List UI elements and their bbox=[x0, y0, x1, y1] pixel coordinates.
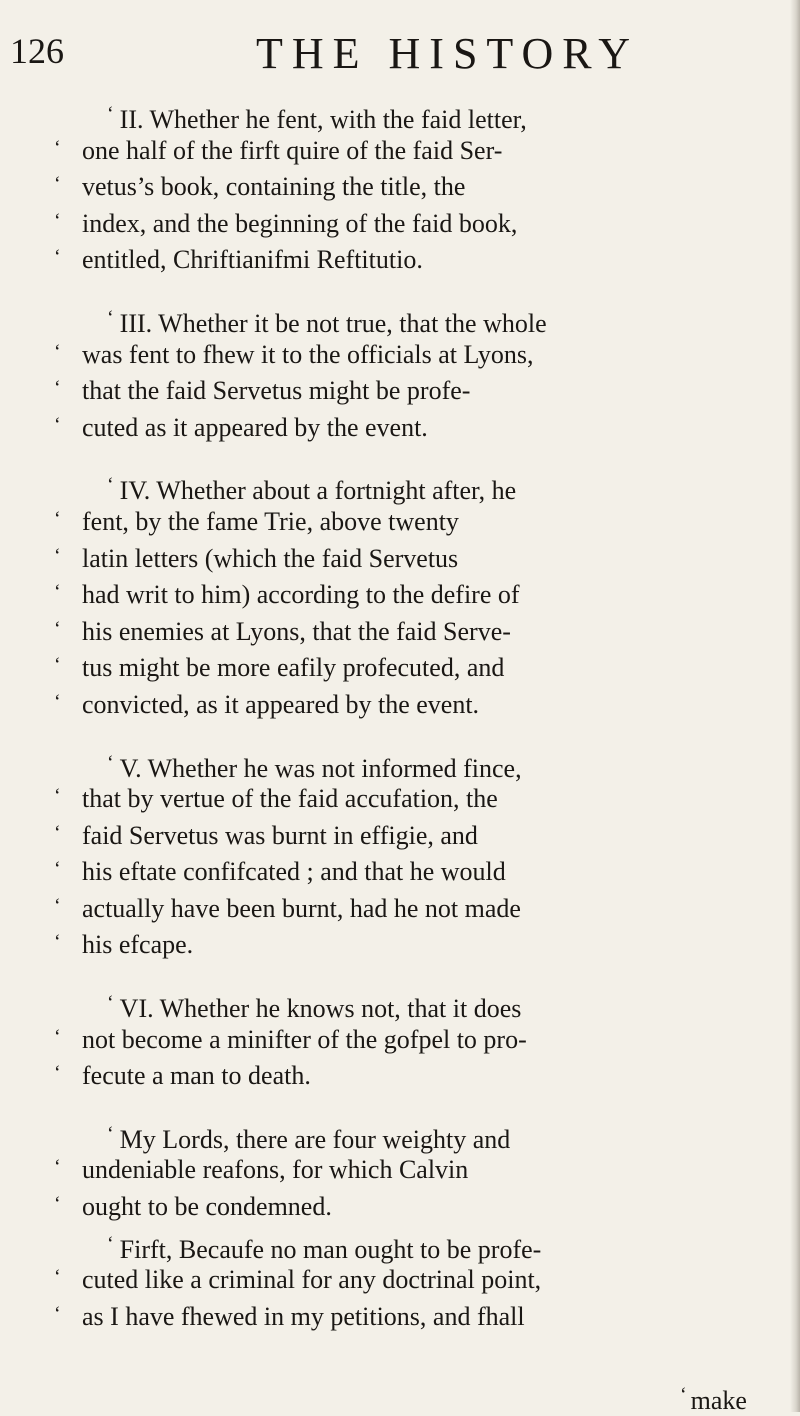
quote-mark: ‘ bbox=[54, 690, 61, 713]
quote-mark: ‘ bbox=[54, 821, 61, 844]
quote-mark: ‘ bbox=[107, 306, 114, 329]
line-text: that by vertue of the faid accufation, the bbox=[82, 784, 498, 814]
text-line bbox=[54, 242, 784, 279]
line-text: III. Whether it be not true, that the whole bbox=[119, 308, 547, 338]
quote-mark: ‘ bbox=[54, 377, 61, 400]
line-text: his efcape. bbox=[82, 930, 194, 960]
line-text: was fent to fhew it to the officials at Lyons, bbox=[82, 339, 534, 369]
quote-mark: ‘ bbox=[107, 1232, 114, 1255]
text-line bbox=[54, 1022, 784, 1059]
quote-mark: ‘ bbox=[54, 894, 61, 917]
line-text: Firft, Becaufe no man ought to be profe- bbox=[119, 1234, 542, 1264]
text-line bbox=[54, 133, 784, 170]
quote-mark: ‘ bbox=[54, 1156, 61, 1179]
quote-mark: ‘ bbox=[54, 1302, 61, 1325]
quote-mark: ‘ bbox=[54, 1193, 61, 1216]
quote-mark: ‘ bbox=[54, 1266, 61, 1289]
text-line bbox=[54, 169, 784, 206]
quote-mark: ‘ bbox=[54, 136, 61, 159]
line-text: cuted like a criminal for any doctrinal point, bbox=[82, 1265, 542, 1295]
text-line bbox=[54, 1058, 784, 1095]
article-vi bbox=[54, 985, 784, 1095]
text-line bbox=[54, 1262, 784, 1299]
line-text: VI. Whether he knows not, that it does bbox=[119, 994, 522, 1024]
text-line bbox=[54, 985, 784, 1022]
line-text: had writ to him) according to the defire of bbox=[82, 580, 520, 610]
line-text: V. Whether he was not informed fince, bbox=[119, 753, 522, 783]
text-line bbox=[54, 650, 784, 687]
text-line bbox=[54, 1116, 784, 1153]
text-line bbox=[54, 818, 784, 855]
text-line bbox=[54, 687, 784, 724]
quote-mark: ‘ bbox=[54, 544, 61, 567]
quote-mark: ‘ bbox=[54, 1062, 61, 1085]
line-text: My Lords, there are four weighty and bbox=[119, 1124, 511, 1154]
text-line bbox=[54, 300, 784, 337]
line-text: tus might be more eafily profecuted, and bbox=[82, 653, 505, 683]
text-line bbox=[54, 1189, 784, 1226]
quote-mark: ‘ bbox=[54, 507, 61, 530]
article-iii bbox=[54, 300, 784, 446]
text-line bbox=[54, 577, 784, 614]
line-text: cuted as it appeared by the event. bbox=[82, 412, 428, 442]
text-line bbox=[54, 1299, 784, 1336]
quote-mark: ‘ bbox=[107, 474, 114, 497]
line-text: latin letters (which the faid Servetus bbox=[82, 543, 459, 573]
text-line bbox=[54, 854, 784, 891]
line-text: entitled, Chriftianifmi Reftitutio. bbox=[82, 245, 423, 275]
text-line bbox=[54, 337, 784, 374]
line-text: index, and the beginning of the faid book, bbox=[82, 208, 518, 238]
quote-mark: ‘ bbox=[54, 931, 61, 954]
running-head: THE HISTORY bbox=[256, 29, 639, 78]
text-line bbox=[54, 96, 784, 133]
quote-mark: ‘ bbox=[107, 1122, 114, 1145]
text-line bbox=[54, 781, 784, 818]
line-text: his enemies at Lyons, that the faid Serve- bbox=[82, 616, 511, 646]
text-line bbox=[54, 410, 784, 447]
line-text: fecute a man to death. bbox=[82, 1061, 311, 1091]
text-line bbox=[54, 206, 784, 243]
quote-mark: ‘ bbox=[107, 992, 114, 1015]
body-text bbox=[54, 96, 784, 1356]
article-iv bbox=[54, 467, 784, 723]
page-header bbox=[0, 28, 800, 78]
quote-mark: ‘ bbox=[54, 413, 61, 436]
line-text: that the faid Servetus might be profe- bbox=[82, 376, 471, 406]
quote-mark: ‘ bbox=[54, 617, 61, 640]
quote-mark: ‘ bbox=[54, 209, 61, 232]
text-line bbox=[54, 373, 784, 410]
line-text: not become a minifter of the gofpel to pro- bbox=[82, 1024, 527, 1054]
page-number: 126 bbox=[10, 31, 64, 71]
text-line bbox=[54, 745, 784, 782]
line-text: II. Whether he fent, with the faid letter, bbox=[119, 105, 527, 134]
article-ii bbox=[54, 96, 784, 279]
text-line bbox=[54, 927, 784, 964]
article-v bbox=[54, 745, 784, 965]
quote-mark: ‘ bbox=[54, 173, 61, 196]
line-text: fent, by the fame Trie, above twenty bbox=[82, 506, 459, 536]
text-line bbox=[54, 614, 784, 651]
line-text: as I have fhewed in my petitions, and fhall bbox=[82, 1301, 525, 1331]
text-line bbox=[54, 504, 784, 541]
quote-mark: ‘ bbox=[54, 858, 61, 881]
quote-mark: ‘ bbox=[54, 581, 61, 604]
text-line bbox=[54, 1226, 784, 1263]
line-text: vetus’s book, containing the title, the bbox=[82, 172, 466, 202]
quote-mark: ‘ bbox=[54, 340, 61, 363]
line-text: one half of the firft quire of the faid Ser- bbox=[82, 135, 503, 165]
reasons-paragraph bbox=[54, 1116, 784, 1336]
line-text: faid Servetus was burnt in effigie, and bbox=[82, 820, 478, 850]
line-text: actually have been burnt, had he not made bbox=[82, 893, 521, 923]
text-line bbox=[54, 1152, 784, 1189]
catchword-text: make bbox=[690, 1386, 747, 1415]
quote-mark: ‘ bbox=[107, 751, 114, 774]
text-line bbox=[54, 467, 784, 504]
line-text: convicted, as it appeared by the event. bbox=[82, 689, 480, 719]
quote-mark: ‘ bbox=[54, 246, 61, 269]
line-text: IV. Whether about a fortnight after, he bbox=[119, 476, 517, 506]
line-text: ought to be condemned. bbox=[82, 1192, 332, 1222]
text-line bbox=[54, 541, 784, 578]
line-text: his eftate confifcated ; and that he would bbox=[82, 857, 506, 887]
quote-mark: ‘ bbox=[107, 103, 114, 125]
quote-mark: ‘ bbox=[680, 1384, 687, 1406]
text-line bbox=[54, 891, 784, 928]
catchword bbox=[680, 1384, 747, 1416]
quote-mark: ‘ bbox=[54, 654, 61, 677]
line-text: undeniable reafons, for which Calvin bbox=[82, 1155, 469, 1185]
quote-mark: ‘ bbox=[54, 1025, 61, 1048]
quote-mark: ‘ bbox=[54, 785, 61, 808]
page-edge bbox=[790, 0, 800, 1412]
